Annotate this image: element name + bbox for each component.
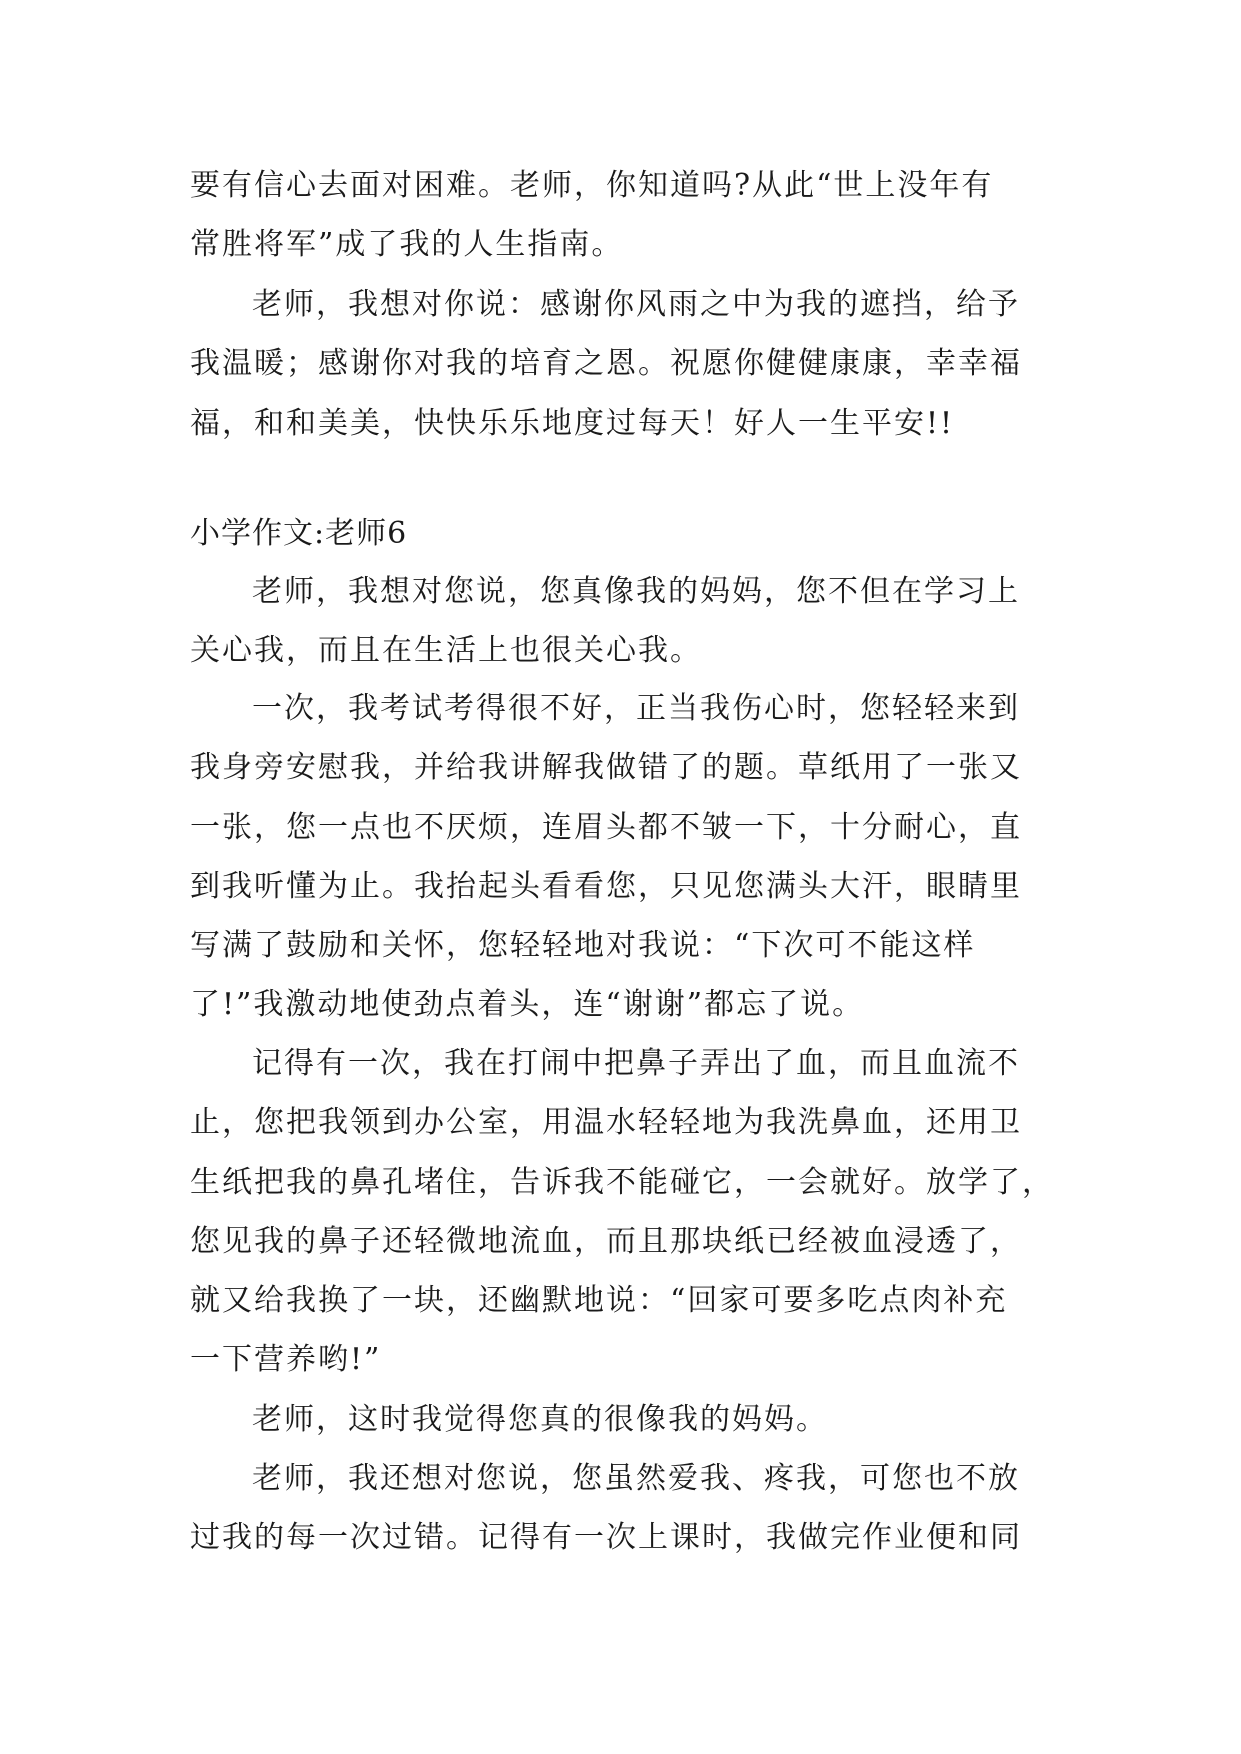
text-line: 过我的每一次过错。记得有一次上课时，我做完作业便和同	[190, 1520, 1022, 1555]
text-line: 我身旁安慰我，并给我讲解我做错了的题。草纸用了一张又	[190, 750, 1022, 785]
text-line: 福，和和美美，快快乐乐地度过每天！好人一生平安!!	[190, 406, 955, 441]
section-heading: 小学作文:老师6	[190, 516, 408, 551]
text-line: 了!”我激动地使劲点着头，连“谢谢”都忘了说。	[190, 987, 865, 1022]
text-line: 记得有一次，我在打闹中把鼻子弄出了血，而且血流不	[252, 1046, 1020, 1081]
text-line: 一张，您一点也不厌烦，连眉头都不皱一下，十分耐心，直	[190, 810, 1022, 845]
text-line: 一次，我考试考得很不好，正当我伤心时，您轻轻来到	[252, 691, 1020, 726]
text-line: 老师，我还想对您说，您虽然爱我、疼我，可您也不放	[252, 1461, 1020, 1496]
text-line: 写满了鼓励和关怀，您轻轻地对我说：“下次可不能这样	[190, 928, 976, 963]
text-line: 就又给我换了一块，还幽默地说：“回家可要多吃点肉补充	[190, 1283, 1008, 1318]
text-line: 老师，我想对您说，您真像我的妈妈，您不但在学习上	[252, 574, 1020, 609]
text-line: 我温暖；感谢你对我的培育之恩。祝愿你健健康康，幸幸福	[190, 346, 1022, 381]
text-line: 要有信心去面对困难。老师，你知道吗?从此“世上没年有	[190, 168, 994, 203]
text-line: 老师，这时我觉得您真的很像我的妈妈。	[252, 1402, 828, 1437]
text-line: 您见我的鼻子还轻微地流血，而且那块纸已经被血浸透了，	[190, 1224, 1022, 1259]
text-line: 止，您把我领到办公室，用温水轻轻地为我洗鼻血，还用卫	[190, 1105, 1022, 1140]
text-line: 老师，我想对你说：感谢你风雨之中为我的遮挡，给予	[252, 287, 1020, 322]
text-line: 一下营养哟!”	[190, 1342, 382, 1377]
text-line: 到我听懂为止。我抬起头看看您，只见您满头大汗，眼睛里	[190, 869, 1022, 904]
text-line: 关心我，而且在生活上也很关心我。	[190, 633, 702, 668]
text-line: 生纸把我的鼻孔堵住，告诉我不能碰它，一会就好。放学了，	[190, 1165, 1054, 1200]
text-line: 常胜将军”成了我的人生指南。	[190, 227, 624, 262]
